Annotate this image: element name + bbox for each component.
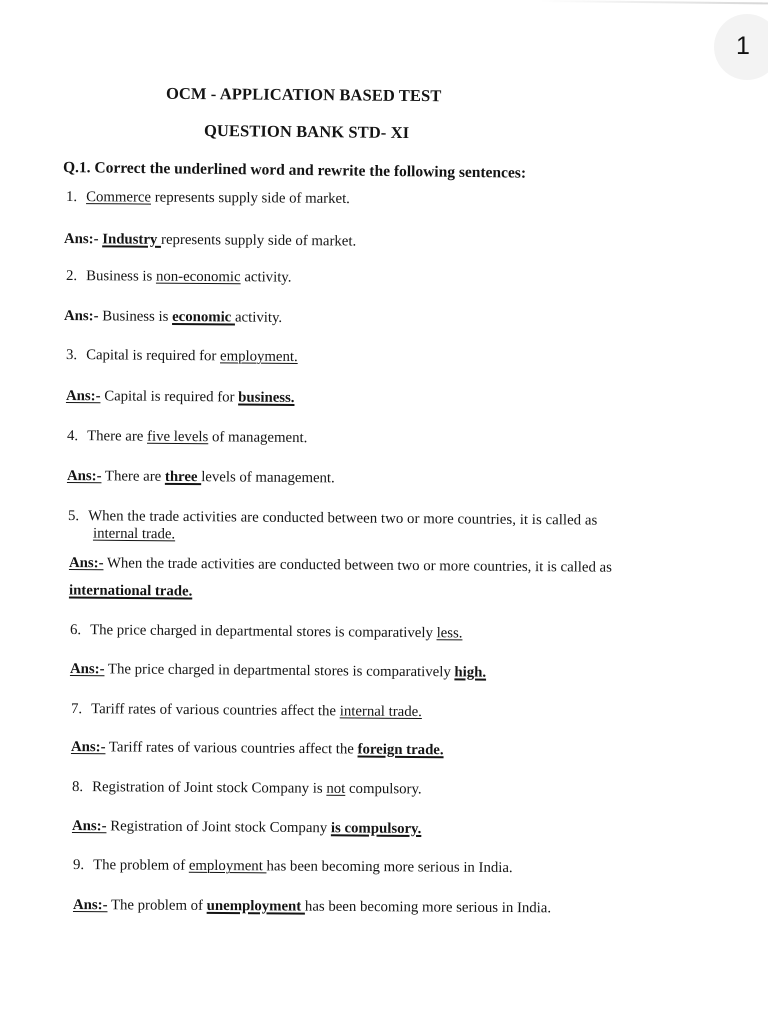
underlined-word: less. xyxy=(436,625,463,642)
question-2: 2. Business is non-economic activity. xyxy=(65,268,292,286)
document-title: OCM - APPLICATION BASED TEST xyxy=(165,83,442,106)
page-edge-shadow xyxy=(540,0,768,4)
underlined-word: not xyxy=(326,780,346,797)
underlined-word: employment xyxy=(188,857,267,875)
corrected-word: business. xyxy=(238,389,295,406)
question-7: 7. Tariff rates of various countries affect the internal trade. xyxy=(70,701,422,721)
question-4: 4. There are five levels of management. xyxy=(66,428,308,447)
document-subtitle: QUESTION BANK STD- XI xyxy=(203,120,410,143)
underlined-word: Commerce xyxy=(86,189,152,206)
corrected-word: high. xyxy=(454,664,487,681)
underlined-word: employment. xyxy=(219,348,298,366)
corrected-word: economic xyxy=(172,308,236,326)
question-9: 9. The problem of employment has been becoming more serious in India. xyxy=(72,857,513,877)
answer-2: Ans:- Business is economic activity. xyxy=(63,308,283,326)
corrected-word: three xyxy=(164,468,202,486)
corrected-word: unemployment xyxy=(206,897,306,915)
answer-7: Ans:- Tariff rates of various countries affect the foreign trade. xyxy=(70,739,444,759)
answer-4: Ans:- There are three levels of management. xyxy=(66,468,335,487)
question-8: 8. Registration of Joint stock Company is not compulsory. xyxy=(71,779,422,798)
question-3: 3. Capital is required for employment. xyxy=(65,347,298,366)
underlined-word: internal trade. xyxy=(339,703,422,721)
corrected-word: is compulsory. xyxy=(330,820,422,838)
corrected-word: foreign trade. xyxy=(357,741,444,759)
underlined-word: non-economic xyxy=(155,268,241,286)
question-6: 6. The price charged in departmental stores is comparatively less. xyxy=(69,622,463,642)
corrected-word: Industry xyxy=(102,231,162,248)
answer-8: Ans:- Registration of Joint stock Company is compulsory. xyxy=(71,818,422,838)
answer-1: Ans:- Industry represents supply side of market. xyxy=(63,231,357,250)
underlined-word: five levels xyxy=(147,428,209,446)
corrected-word: international trade. xyxy=(68,582,193,600)
page-number: 1 xyxy=(736,32,750,60)
question-1: 1. Commerce represents supply side of market. xyxy=(65,189,350,207)
answer-6: Ans:- The price charged in departmental stores is comparatively high. xyxy=(69,661,487,681)
question-5-continued xyxy=(93,526,175,544)
underlined-word: internal trade. xyxy=(92,525,176,543)
answer-3: Ans:- Capital is required for business. xyxy=(65,388,295,406)
answer-9: Ans:- The problem of unemployment has been becoming more serious in India. xyxy=(72,897,552,917)
section-heading: Q.1. Correct the underlined word and rewrite the following sentences: xyxy=(62,159,527,182)
answer-5: Ans:- When the trade activities are conducted between two or more countries, it is called as xyxy=(68,555,612,576)
answer-5-continued xyxy=(69,582,192,600)
question-5: 5. When the trade activities are conducted between two or more countries, it is called as xyxy=(67,508,598,529)
